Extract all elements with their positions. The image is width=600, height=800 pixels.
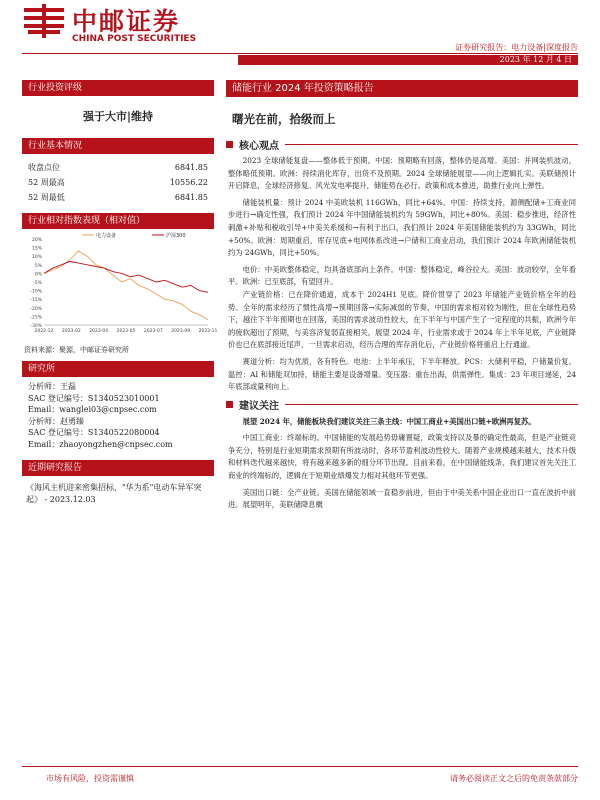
analyst-list [22, 377, 214, 454]
page-header [0, 0, 600, 78]
y-tick-label: -5% [33, 281, 42, 286]
page-footer [22, 766, 578, 786]
basic-info-table [22, 154, 214, 213]
x-tick-label: 2023-02 [61, 329, 81, 334]
analyst-line: SAC 登记编号：S1340522080004 [28, 428, 160, 437]
date-rule [22, 53, 578, 65]
y-tick-label: -15% [30, 298, 42, 304]
series-line [44, 261, 208, 292]
industry-rating: 强于大市|维持 [82, 110, 153, 123]
china-post-logo-icon [22, 4, 66, 40]
paragraph: 产业链价格：已在降价通道，成本于 2024H1 见底。降价贯穿了 2023 年储能产业链价格全年的趋势。全年的需求经历了惯性高增→预期回落→实际减弱的节奏，中国的需求相对较为刚性，但在全球性趋势下，越往下半年预期也在回落，美国的需求波动性较大，在下半年与中国产生了一定程度的共振，欧洲今年的疲软超出了预期，与美容济复弱直接相关。展望 2024 年，行业需求或于 2024 年上半年见底，产业链降价也已在底部接近尾声，一旦需求启动，经历合理的库存消化后，产业链价格将重启上行通道。 [228, 289, 576, 350]
basic-label: 52 周最低 [28, 193, 65, 202]
paragraph: 美国出口链：全产业链。美国在储能领域一直稳步前进，但由于中美关系中国企业出口一直在波折中前进。展望明年，美联储降息概 [228, 487, 576, 510]
recent-report-link[interactable]: 《海风主机迎来密集招标，"华为系"电动车异军突起》 - 2023.12.03 [26, 483, 202, 504]
section-core-views [226, 137, 578, 151]
x-tick-label: 2023-09 [171, 329, 191, 334]
left-sidebar [22, 80, 218, 512]
disclaimer-note: 请务必阅读正文之后的免责条款部分 [450, 774, 578, 783]
section-rule [285, 144, 578, 145]
basic-row [22, 175, 214, 190]
analyst-line: 分析师：赵勇臻 [28, 416, 84, 426]
analyst-line[interactable]: Email：wanglei03@cnpsec.com [28, 405, 157, 414]
section-recommend [226, 398, 578, 412]
analyst-header: 研究所 [22, 361, 214, 377]
basic-info-header: 行业基本情况 [22, 138, 214, 154]
x-tick-label: 2022-12 [34, 329, 54, 334]
basic-value: 6841.85 [174, 193, 208, 202]
paragraph: 展望 2024 年，储能板块我们建议关注三条主线：中国工商业+美国出口链+欧洲再复苏。 [242, 416, 536, 426]
y-tick-label: 10% [31, 255, 42, 261]
paragraph: 中国工商业：终端标的。中国储能的发展趋势毋庸置疑，政策支持以及暴的确定性最高，但是产业链竞争充分，特别是行业短期需求预期有所波动时，各环节盈利波动性较大。随着产业规模越来越大，技术升级和材料迭代越来越快，将有越来越多新的细分环节出现。目前来看，在中国储能线条，我们建议首先关注工商业的终端标的，逻辑在于短期业绩爆发力相对其他环节更强。 [228, 433, 576, 481]
section-bullet-icon [226, 141, 233, 148]
y-tick-label: 15% [31, 246, 42, 252]
analyst-line: 分析师：王磊 [28, 382, 76, 391]
basic-label: 52 周最高 [28, 178, 65, 187]
x-tick-label: 2023-04 [89, 329, 109, 334]
legend-label: 电力设备 [96, 233, 117, 239]
rating-header: 行业投资评级 [22, 80, 214, 96]
basic-row [22, 160, 214, 175]
recent-reports-header: 近期研究报告 [22, 460, 214, 476]
report-breadcrumb: 证券研究报告：电力设备|深度报告 [455, 43, 578, 52]
relative-index-chart [22, 229, 218, 341]
analyst-line: SAC 登记编号：S1340523010001 [28, 393, 160, 403]
report-title: 储能行业 2024 年投资策略报告 [226, 80, 578, 97]
main-headline: 曙光在前，拾级而上 [232, 112, 336, 126]
chart-source: 资料来源：聚源，中邮证券研究所 [24, 346, 129, 354]
paragraph: 2023 全球储能复盘——整体低于预期。中国：预期略有回落，整体仍是高增。美国：并网装机波动，整体略低预期。欧洲：持续消化库存，出货不及预期。2024 全球储能展望——向上逻辑扎实。美联储预计开启降息，全球经济修复。风光发电率提升，储能势在必行。政策和成本推进，助推行业向上弹性。 [228, 156, 576, 191]
section-rule [285, 404, 578, 405]
report-date: 2023 年 12 月 4 日 [499, 55, 572, 64]
y-tick-label: 5% [34, 263, 42, 269]
paragraph: 赛道分析：均为优质，各有特色。电池：上半年承压，下半年释放。PCS：大储利平稳，户储量价复。温控：AI 和储能双加持，储能主要是设备增量。变压器：重在出海，供需弹性。集成：23 年项目递延，24 年底部或量利向上。 [228, 356, 576, 392]
y-tick-label: 0% [34, 272, 42, 278]
logo-chinese: 中邮证券 [72, 7, 181, 36]
y-tick-label: -20% [30, 306, 42, 312]
x-tick-label: 2023-11 [198, 329, 218, 334]
series-line [44, 251, 208, 320]
paragraph: 储能装机量：预计 2024 中美欧装机 116GWh，同比+64%。中国：持续支持，源侧配储+工商业同步进行→确定性强，我们预计 2024 年中国储能装机约为 59GWh，同比+80%。美国：稳步推进，经济性刺激+补贴和税收引导+中美关系缓和→有利于出口，我们预计 2024 年美国储能装机约为 33GWh，同比+50%。欧洲：周期重启，库存见底+电网体系改进→户储和工商业启动，我们预计 2024 年欧洲储能装机约为 24GWh，同比+50%。 [228, 197, 576, 258]
section-bullet-icon [226, 401, 233, 408]
basic-row [22, 190, 214, 205]
y-tick-label: -30% [30, 324, 42, 329]
main-content [226, 80, 578, 512]
basic-value: 10556.22 [169, 178, 208, 187]
legend-label: 沪深300 [166, 233, 186, 239]
logo-english: CHINA POST SECURITIES [72, 34, 197, 44]
analyst-line[interactable]: Email：zhaoyongzhen@cnpsec.com [28, 439, 173, 449]
y-tick-label: -25% [30, 315, 42, 321]
y-tick-label: -10% [30, 289, 42, 295]
date-bar [238, 55, 578, 65]
x-tick-label: 2023-05 [116, 329, 136, 334]
line-chart [22, 229, 218, 341]
section-title: 核心观点 [239, 140, 279, 152]
paragraph: 电价：中美欧整体稳定，均具备底部向上条件。中国：整体稳定，峰谷拉大。美国：波动较窄，全年看平。欧洲：已至底部，有望回升。 [228, 264, 576, 287]
relative-index-header: 行业相对指数表现（相对值） [22, 213, 214, 229]
x-tick-label: 2023-07 [143, 329, 163, 334]
risk-note: 市场有风险，投资需谨慎 [46, 774, 134, 783]
section-title: 建议关注 [239, 401, 279, 413]
basic-label: 收盘点位 [28, 163, 60, 172]
y-tick-label: 20% [31, 238, 42, 243]
basic-value: 6841.85 [174, 163, 208, 172]
